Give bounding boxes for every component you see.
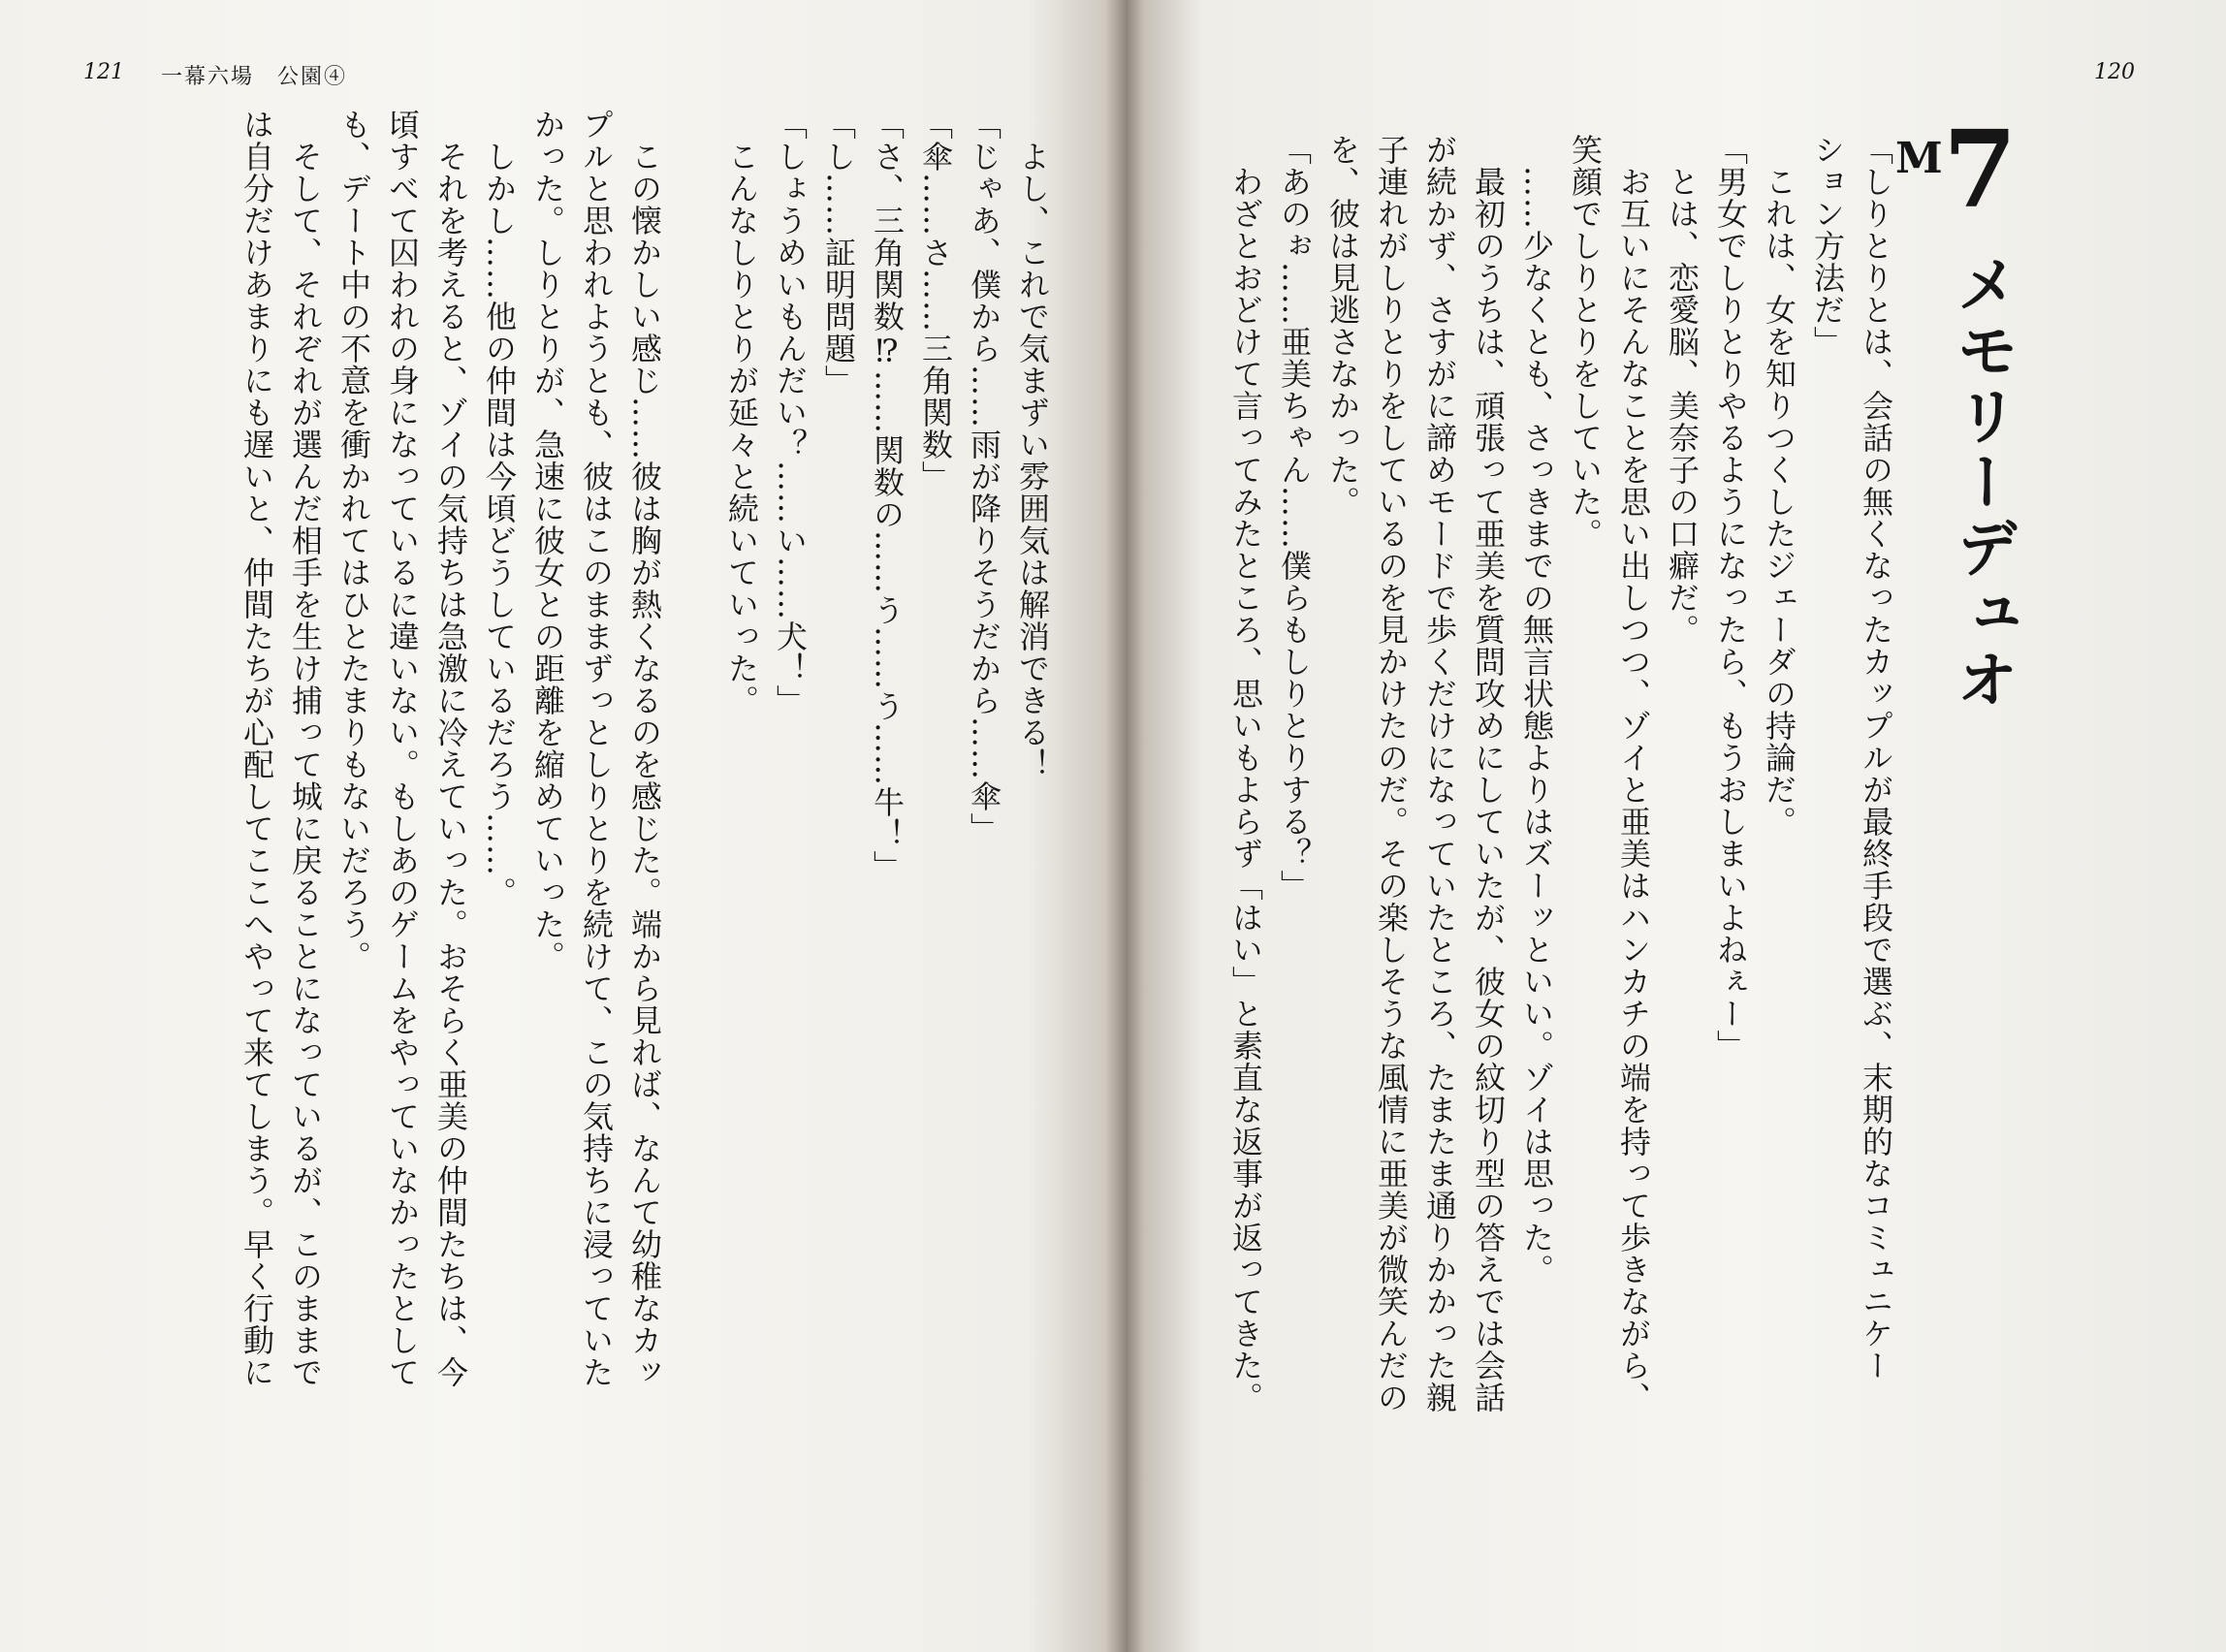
text-column: 「しょうめいもんだい？……い……犬！」 bbox=[772, 109, 809, 716]
text-column: お互いにそんなことを思い出しつつ、ゾイと亜美はハンカチの端を持って歩きながら、 bbox=[1615, 134, 1652, 1414]
text-column: が続かず、さすがに諦めモードで歩くだけになっていたところ、たまたま通りかかった親 bbox=[1421, 134, 1458, 1414]
text-column: そして、それぞれが選んだ相手を生け捕って城に戻ることになっているが、このままで bbox=[287, 109, 324, 1388]
left-page-number: 121 bbox=[83, 60, 124, 84]
text-column: 最初のうちは、頑張って亜美を質問攻めにしていたが、彼女の紋切り型の答えでは会話 bbox=[1470, 134, 1507, 1414]
chapter-number: 7 bbox=[1943, 107, 2018, 232]
text-column: これは、女を知りつくしたジェーダの持論だ。 bbox=[1761, 134, 1797, 838]
text-column: こんなしりとりが延々と続いていった。 bbox=[723, 109, 760, 716]
text-column: それを考えると、ゾイの気持ちは急激に冷えていった。おそらく亜美の仲間たちは、今 bbox=[432, 109, 469, 1388]
text-column: 「し……証明問題」 bbox=[820, 109, 857, 397]
left-body-text bbox=[87, 109, 1057, 1631]
text-column: 頃すべて囚われの身になっているに違いない。もしあのゲームをやっていなかったとして bbox=[384, 109, 421, 1388]
text-column: 笑顔でしりとりをしていた。 bbox=[1567, 134, 1604, 550]
text-column: とは、恋愛脳、美奈子の口癖だ。 bbox=[1664, 134, 1701, 646]
text-column: を、彼は見逃さなかった。 bbox=[1324, 134, 1361, 518]
text-column: 「じゃあ、僕から……雨が降りそうだから……傘」 bbox=[966, 109, 1002, 844]
chapter-title: メモリーデュオ bbox=[1946, 252, 2018, 714]
text-column: は自分だけあまりにも遅いと、仲間たちが心配してここへやって来てしまう。早く行動に bbox=[238, 109, 275, 1388]
text-column: わざとおどけて言ってみたところ、思いもよらず「はい」と素直な返事が返ってきた。 bbox=[1227, 134, 1264, 1414]
text-column: プルと思われようとも、彼はこのままずっとしりとりを続けて、この気持ちに浸っていた bbox=[578, 109, 615, 1388]
right-body-text bbox=[1202, 134, 1900, 1627]
text-column: 「男女でしりとりやるようになったら、もうおしまいよねぇー」 bbox=[1712, 134, 1749, 1062]
text-column: しかし……他の仲間は今頃どうしているだろう……。 bbox=[481, 109, 518, 908]
text-column: よし、これで気まずい雰囲気は解消できる！ bbox=[1014, 109, 1051, 780]
text-column: 「さ、三角関数⁉……関数の……う……う……牛！」 bbox=[869, 109, 906, 882]
text-column: この懐かしい感じ……彼は胸が熱くなるのを感じた。端から見れば、なんて幼稚なカッ bbox=[626, 109, 663, 1388]
text-column: ション方法だ」 bbox=[1809, 134, 1846, 358]
text-column: 子連れがしりとりをしているのを見かけたのだ。その楽しそうな風情に亜美が微笑んだの bbox=[1373, 134, 1410, 1414]
chapter-prefix: M bbox=[1895, 134, 1943, 183]
right-page-number: 120 bbox=[2094, 60, 2135, 84]
text-column: かった。しりとりが、急速に彼女との距離を縮めていった。 bbox=[529, 109, 566, 972]
left-running-title: 一幕六場 公園④ bbox=[161, 65, 348, 89]
text-column: 「しりとりとは、会話の無くなったカップルが最終手段で選ぶ、末期的なコミュニケー bbox=[1858, 134, 1894, 1382]
text-column: 「あのぉ……亜美ちゃん……僕らもしりとりする？」 bbox=[1276, 134, 1313, 902]
text-column: 「傘……さ……三角関数」 bbox=[917, 109, 954, 492]
text-column: ……少なくとも、さっきまでの無言状態よりはズーッといい。ゾイは思った。 bbox=[1518, 134, 1555, 1286]
text-column: も、デート中の不意を衝かれてはひとたまりもないだろう。 bbox=[335, 109, 372, 972]
text-column bbox=[669, 109, 717, 1631]
